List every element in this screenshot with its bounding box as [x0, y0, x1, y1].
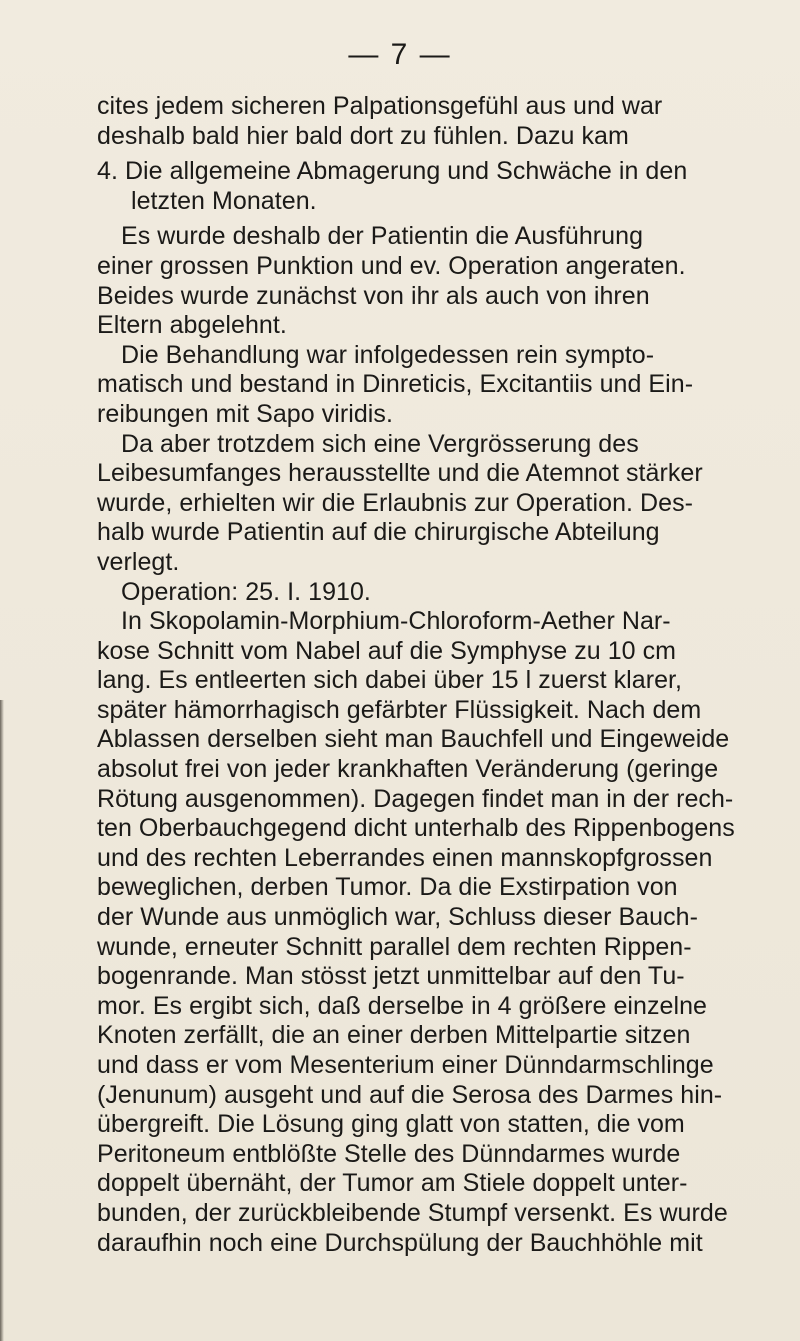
page-number: — 7 —: [348, 38, 452, 71]
page-edge-shadow: [0, 700, 4, 1341]
text-line: bunden, der zurückbleibende Stumpf versenkt. Es wurde: [97, 1198, 728, 1227]
text-line: Ablassen derselben sieht man Bauchfell und Eingeweide: [97, 725, 730, 754]
text-line: daraufhin noch eine Durchspülung der Bauchhöhle mit: [97, 1228, 703, 1257]
text-line: Knoten zerfällt, die an einer derben Mittelpartie sitzen: [97, 1021, 691, 1050]
text-line: Operation: 25. I. 1910.: [121, 577, 371, 606]
text-line: (Jenunum) ausgeht und auf die Serosa des Darmes hin-: [97, 1080, 723, 1109]
text-line: In Skopolamin-Morphium-Chloroform-Aether Nar-: [121, 607, 671, 636]
text-line: Eltern abgelehnt.: [97, 311, 287, 340]
text-line: Beides wurde zunächst von ihr als auch von ihren: [97, 281, 650, 310]
text-line: doppelt übernäht, der Tumor am Stiele doppelt unter-: [97, 1169, 688, 1198]
text-line: einer grossen Punktion und ev. Operation angeraten.: [97, 251, 686, 280]
text-line: letzten Monaten.: [131, 186, 317, 215]
text-line: halb wurde Patientin auf die chirurgische Abteilung: [97, 518, 660, 547]
text-line: und des rechten Leberrandes einen mannskopfgrossen: [97, 843, 713, 872]
text-line: kose Schnitt vom Nabel auf die Symphyse zu 10 cm: [97, 636, 677, 665]
text-line: ten Oberbauchgegend dicht unterhalb des Rippenbogens: [97, 814, 735, 843]
text-line: der Wunde aus unmöglich war, Schluss dieser Bauch-: [97, 903, 698, 932]
text-line: und dass er vom Mesenterium einer Dünndarmschlinge: [97, 1051, 714, 1079]
text-line: lang. Es entleerten sich dabei über 15 l zuerst klarer,: [97, 666, 683, 695]
text-line: 4. Die allgemeine Abmagerung und Schwäche in den: [97, 157, 688, 186]
text-line: Leibesumfanges herausstellte und die Atemnot stärker: [97, 459, 703, 488]
text-line: Rötung ausgenommen). Dagegen findet man in der rech-: [97, 784, 734, 813]
text-line: beweglichen, derben Tumor. Da die Exstirpation von: [97, 873, 678, 902]
text-line: cites jedem sicheren Palpationsgefühl aus und war: [97, 92, 663, 120]
text-line: übergreift. Die Lösung ging glatt von statten, die vom: [97, 1110, 685, 1139]
text-line: Peritoneum entblößte Stelle des Dünndarmes wurde: [97, 1139, 681, 1168]
text-line: wunde, erneuter Schnitt parallel dem rechten Rippen-: [97, 932, 692, 961]
text-line: Die Behandlung war infolgedessen rein sympto-: [121, 340, 655, 369]
text-line: Da aber trotzdem sich eine Vergrösserung des: [121, 429, 639, 458]
text-line: später hämorrhagisch gefärbter Flüssigkeit. Nach dem: [97, 695, 702, 724]
text-line: deshalb bald hier bald dort zu fühlen. Dazu kam: [97, 121, 629, 150]
text-line: Es wurde deshalb der Patientin die Ausführung: [121, 222, 644, 251]
text-line: bogenrande. Man stösst jetzt unmittelbar auf den Tu-: [97, 962, 685, 991]
text-line: matisch und bestand in Dinreticis, Excitantiis und Ein-: [97, 370, 694, 399]
text-line: wurde, erhielten wir die Erlaubnis zur Operation. Des-: [97, 488, 694, 517]
text-line: mor. Es ergibt sich, daß derselbe in 4 größere einzelne: [97, 991, 708, 1020]
text-line: verlegt.: [97, 547, 180, 576]
text-line: absolut frei von jeder krankhaften Veränderung (geringe: [97, 755, 719, 784]
body-text: [97, 92, 735, 1258]
text-line: reibungen mit Sapo viridis.: [97, 399, 393, 428]
